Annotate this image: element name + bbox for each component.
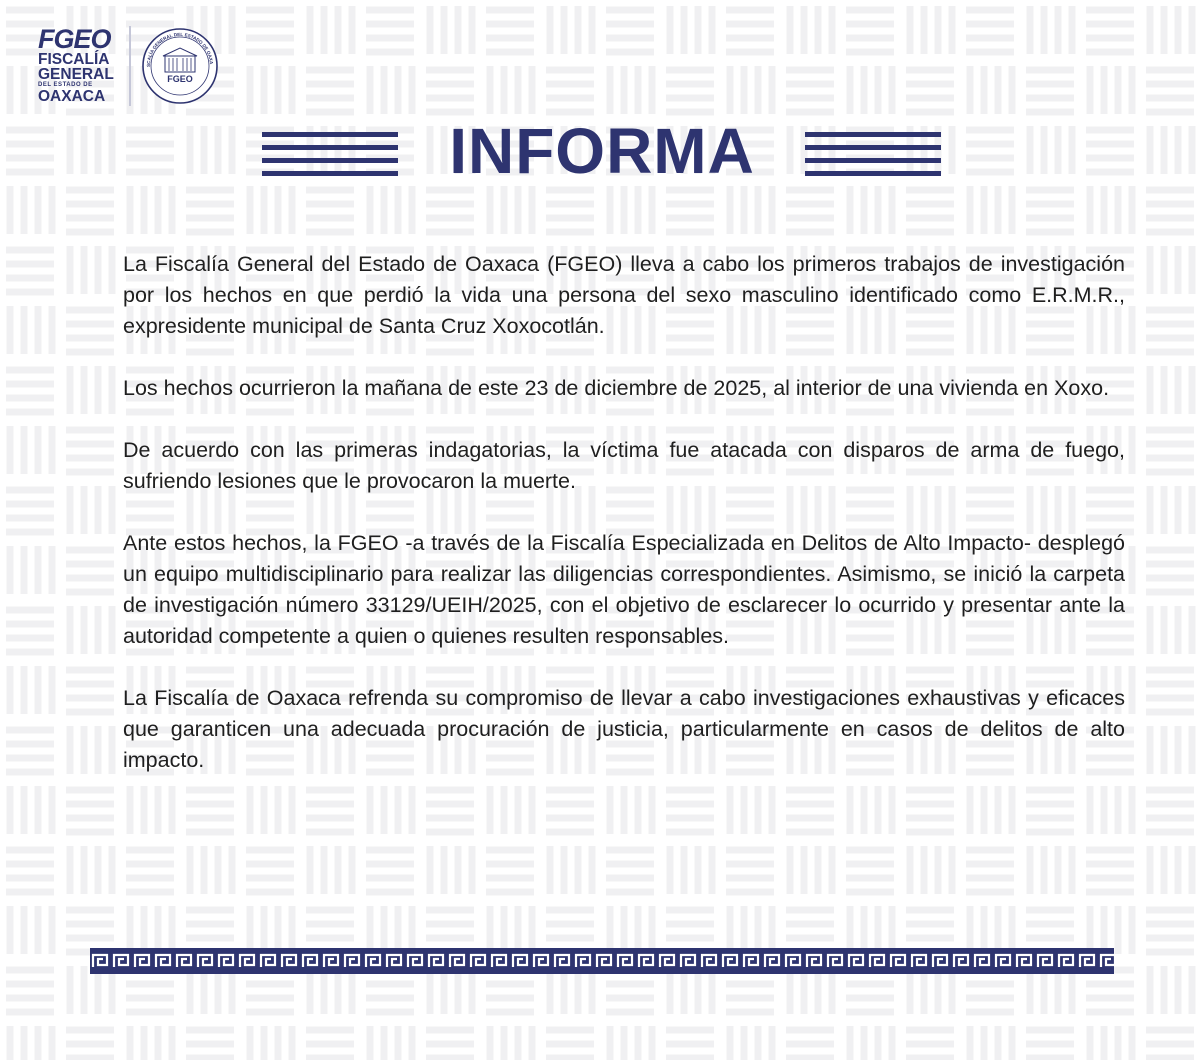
- greca-border-decoration: [90, 948, 1114, 974]
- logo-line-del-estado: DEL ESTADO DE: [38, 82, 93, 88]
- logo-line-oaxaca: OAXACA: [38, 88, 106, 105]
- logo-line-fiscalia: FISCALÍA: [38, 51, 110, 68]
- page-title: INFORMA: [449, 115, 755, 187]
- logo-divider: [129, 26, 131, 106]
- paragraph-commitment: La Fiscalía de Oaxaca refrenda su compromiso de llevar a cabo investigaciones exhaustivas y eficaces que garanticen una adecuada procuración de justicia, particularmente en casos de delitos de alto impacto.: [123, 686, 1125, 772]
- press-release-body: [123, 249, 1125, 807]
- seal-brand-text: FGEO: [167, 74, 193, 84]
- fgeo-logo: [38, 26, 122, 108]
- title-stripes-right: [805, 132, 941, 176]
- title-row: [262, 116, 942, 186]
- logo-line-general: GENERAL: [38, 66, 114, 83]
- logo-brand-text: FGEO: [38, 24, 111, 54]
- paragraph-investigation: Ante estos hechos, la FGEO -a través de la Fiscalía Especializada en Delitos de Alto Impacto- desplegó un equipo multidisciplinario para realizar las diligencias correspondientes. Asimismo, se inició la carpeta de investigación número 33129/UEIH/2025, con el objetivo de esclarecer lo ocurrido y presentar ante la autoridad competente a quien o quienes resulten responsables.: [123, 531, 1125, 648]
- paragraph-intro: La Fiscalía General del Estado de Oaxaca (FGEO) lleva a cabo los primeros trabajos de investigación por los hechos en que perdió la vida una persona del sexo masculino identificado como E.R.M.R., expresidente municipal de Santa Cruz Xoxocotlán.: [123, 252, 1125, 338]
- institutional-seal-icon: [140, 26, 220, 106]
- paragraph-findings: De acuerdo con las primeras indagatorias, la víctima fue atacada con disparos de arma de fuego, sufriendo lesiones que le provocaron la muerte.: [123, 438, 1125, 493]
- paragraph-date: Los hechos ocurrieron la mañana de este 23 de diciembre de 2025, al interior de una vivienda en Xoxo.: [123, 376, 1110, 400]
- seal-ring-text: SCALÍA GENERAL DEL ESTADO DE OAXA: [145, 31, 214, 68]
- title-stripes-left: [262, 132, 398, 176]
